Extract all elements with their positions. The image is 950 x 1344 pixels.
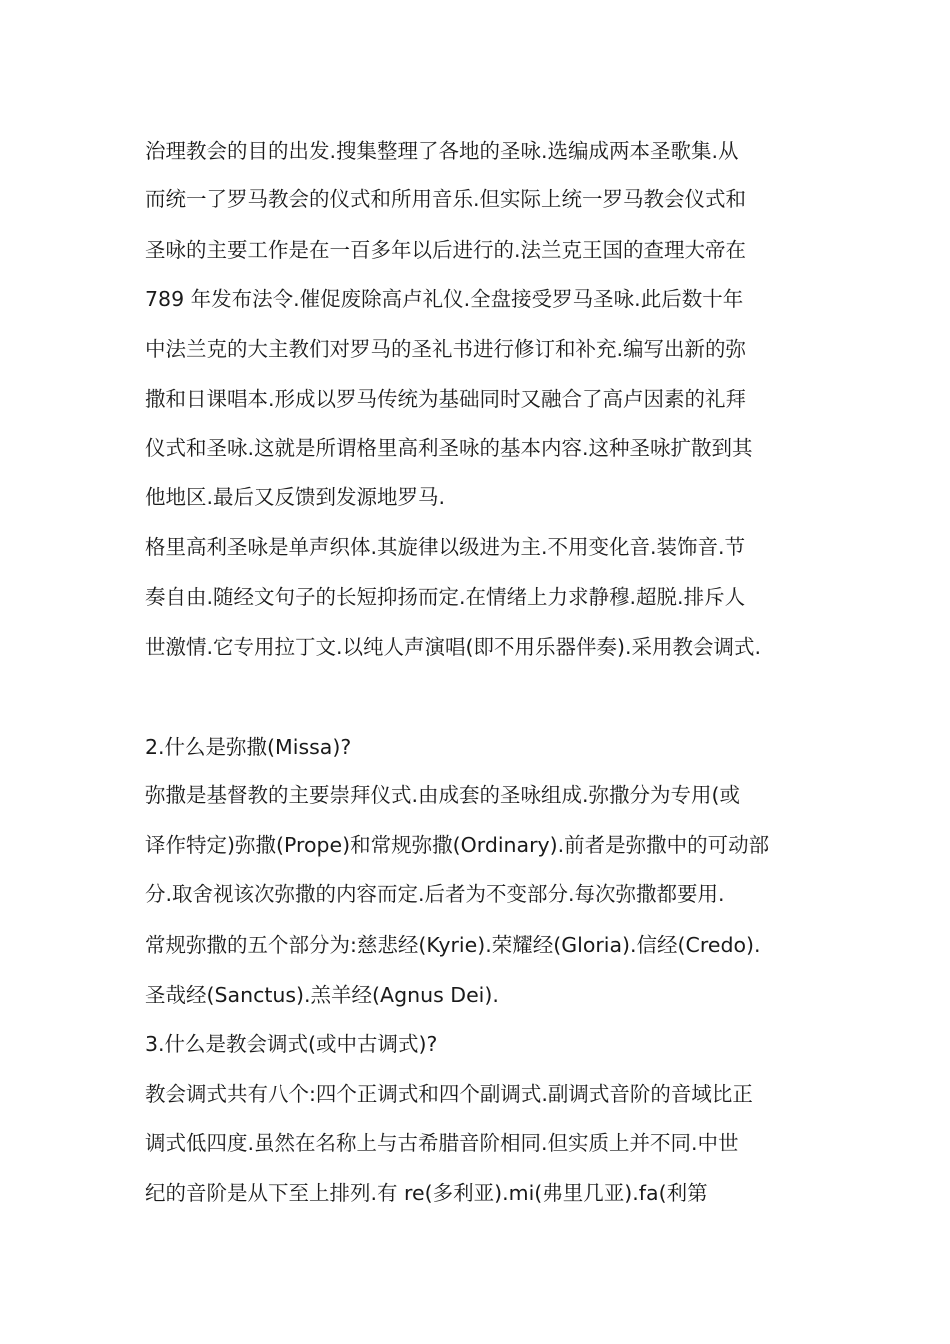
paragraph-1-line-4: 789 年发布法令.催促废除高卢礼仪.全盘接受罗马圣咏.此后数十年 (145, 287, 744, 311)
answer-2a-line-1: 弥撒是基督教的主要崇拜仪式.由成套的圣咏组成.弥撒分为专用(或 (145, 783, 741, 807)
answer-3-line-2: 调式低四度.虽然在名称上与古希腊音阶相同.但实质上并不同.中世 (145, 1131, 739, 1155)
answer-2b-line-2: 圣哉经(Sanctus).羔羊经(Agnus Dei). (145, 983, 499, 1007)
answer-2b-line-1: 常规弥撒的五个部分为:慈悲经(Kyrie).荣耀经(Gloria).信经(Credo). (145, 933, 761, 957)
answer-3-line-1: 教会调式共有八个:四个正调式和四个副调式.副调式音阶的音域比正 (145, 1082, 753, 1106)
paragraph-1-line-1: 治理教会的目的出发.搜集整理了各地的圣咏.选编成两本圣歌集.从 (145, 139, 739, 163)
paragraph-1-line-8: 他地区.最后又反馈到发源地罗马. (145, 485, 446, 509)
question-2-heading: 2.什么是弥撒(Missa)? (145, 735, 352, 759)
paragraph-2-line-1: 格里高利圣咏是单声织体.其旋律以级进为主.不用变化音.装饰音.节 (145, 535, 746, 559)
answer-2a-line-3: 分.取舍视该次弥撒的内容而定.后者为不变部分.每次弥撒都要用. (145, 882, 725, 906)
paragraph-1-line-2: 而统一了罗马教会的仪式和所用音乐.但实际上统一罗马教会仪式和 (145, 187, 747, 211)
question-3-heading: 3.什么是教会调式(或中古调式)? (145, 1032, 438, 1056)
paragraph-1-line-3: 圣咏的主要工作是在一百多年以后进行的.法兰克王国的查理大帝在 (145, 238, 747, 262)
paragraph-1-line-6: 撒和日课唱本.形成以罗马传统为基础同时又融合了高卢因素的礼拜 (145, 387, 747, 411)
paragraph-2-line-2: 奏自由.随经文句子的长短抑扬而定.在情绪上力求静穆.超脱.排斥人 (145, 585, 746, 609)
paragraph-1-line-7: 仪式和圣咏.这就是所谓格里高利圣咏的基本内容.这种圣咏扩散到其 (145, 436, 753, 460)
answer-2a-line-2: 译作特定)弥撒(Prope)和常规弥撒(Ordinary).前者是弥撒中的可动部 (145, 833, 770, 857)
paragraph-2-line-3: 世激情.它专用拉丁文.以纯人声演唱(即不用乐器伴奏).采用教会调式. (145, 635, 762, 659)
answer-3-line-3: 纪的音阶是从下至上排列.有 re(多利亚).mi(弗里几亚).fa(利第 (145, 1181, 708, 1205)
paragraph-1-line-5: 中法兰克的大主教们对罗马的圣礼书进行修订和补充.编写出新的弥 (145, 337, 747, 361)
